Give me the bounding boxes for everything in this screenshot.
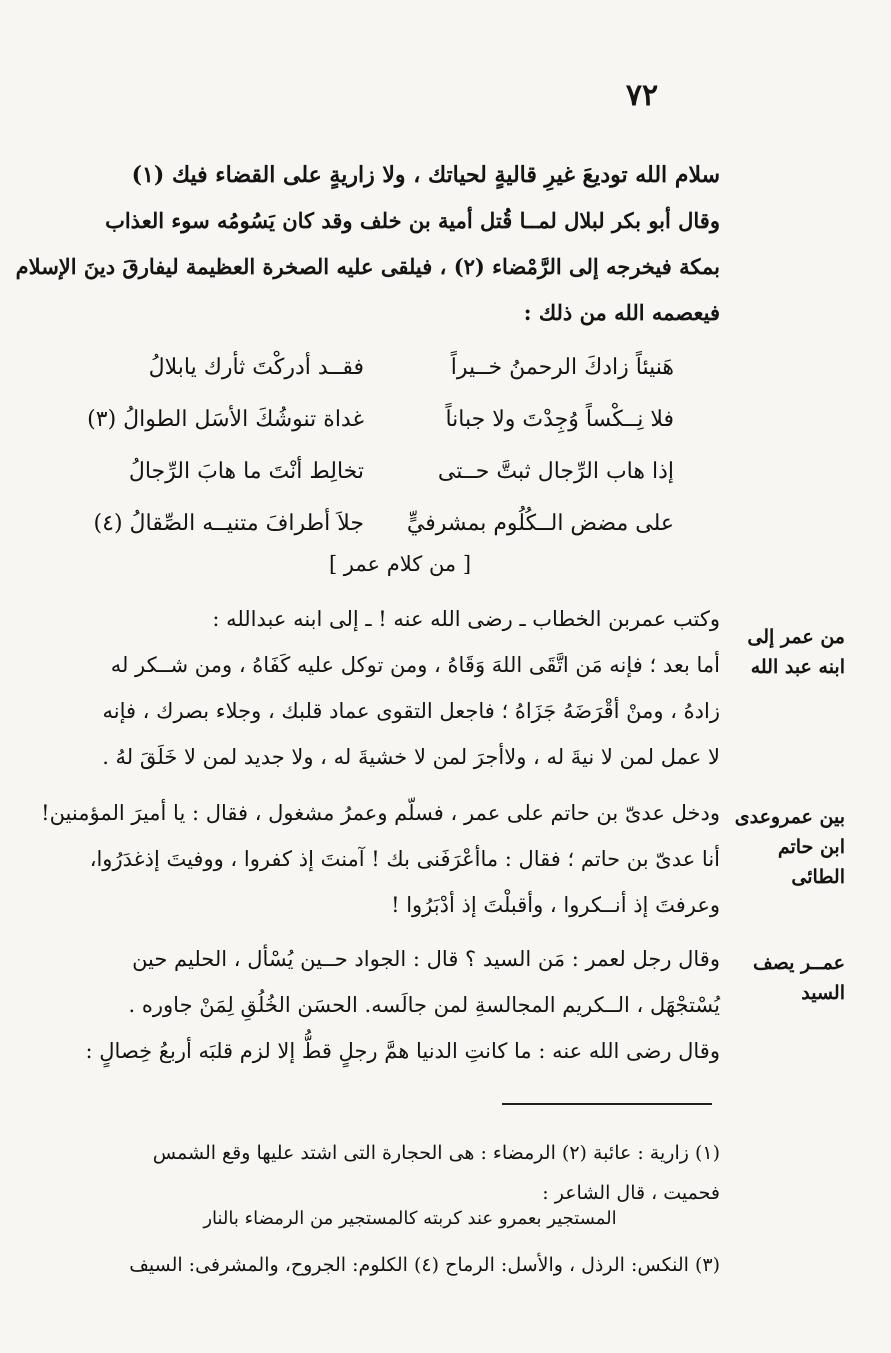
margin-note-line: ابن حاتم الطائى [777, 836, 845, 888]
text-line: أما بعد ؛ فإنه مَن اتَّقَى اللهَ وَقَاهُ ، ومن توكل عليه كَفَاهُ ، ومن شــكر له [110, 653, 720, 677]
text-line: بمكة فيخرجه إلى الرَّمْضاء (٢) ، فيلقى عليه الصخرة العظيمة ليفارقَ دينَ الإسلام [15, 254, 720, 279]
verse-first-hemistich: فلا نِــكْساً وُجِدْتَ ولا جباناً [445, 407, 674, 432]
margin-note-line: ابنه عبد الله [750, 656, 845, 678]
verse-first-hemistich: على مضض الــكُلُوم بمشرفيٍّ [406, 511, 674, 536]
text-line: وقال أبو بكر لبلال لمــا قُتل أمية بن خلف وقد كان يَسُومُه سوء العذاب [105, 208, 720, 233]
verse-second-hemistich: غداة تنوشُكَ الأسَل الطوالُ (٣) [87, 407, 364, 432]
footnote-verse: المستجير بعمرو عند كربته كالمستجير من الرمضاء بالنار [203, 1208, 617, 1229]
verse-second-hemistich: فقــد أدركْتَ ثأرك يابلالُ [148, 355, 364, 380]
text-line: وعرفتَ إذ أنــكروا ، وأقبلْتَ إذ أدْبَرُوا ! [391, 893, 720, 917]
verse-second-hemistich: تخالِط أنْتَ ما هابَ الرِّجالُ [128, 459, 364, 484]
margin-note-umar-describes-master [720, 948, 845, 1008]
verse-row [64, 394, 674, 446]
text-line: يُسْتجْهَل ، الــكريم المجالسةِ لمن جالَسه. الحسَن الخُلُقِ لِمَنْ جاوره . [128, 993, 720, 1017]
footnotes-continued [62, 1245, 720, 1285]
footnote-divider [502, 1103, 712, 1105]
margin-note-line: بين عمروعدى [734, 806, 845, 828]
verse-row [64, 446, 674, 498]
section-umar-letter [62, 596, 720, 780]
section-adi-visit [41, 790, 720, 928]
text-line: أنا عدىّ بن حاتم ؛ فقال : ماأعْرَفَنى بك ! آمنتَ إذ كفروا ، ووفيتَ إذغدَرُوا، [89, 847, 720, 871]
paragraph-abu-bakr [15, 198, 720, 336]
verse-first-hemistich: هَنيئاً زادكَ الرحمنُ خــيراً [450, 355, 674, 380]
verse-row [64, 498, 674, 550]
footnote-line: (٣) النكس: الرذل ، والأسل: الرماح (٤) الكلوم: الجروح، والمشرفى: السيف [129, 1254, 720, 1276]
margin-note-line: من عمر إلى [747, 626, 845, 648]
section-title: [ من كلام عمر ] [328, 552, 472, 576]
text-line: وقال رضى الله عنه : ما كانتِ الدنيا همَّ رجلٍ قطُّ إلا لزم قلبَه أربعُ خِصالٍ : [85, 1039, 720, 1063]
verse-second-hemistich: جلاَ أطرافَ متنيــه الصِّقالُ (٤) [93, 511, 364, 536]
verse-first-hemistich: إذا هاب الرِّجال ثبتَّ حــتى [437, 459, 674, 484]
page-number: ٧٢ [625, 78, 659, 113]
verse-row [64, 342, 674, 394]
text-line: سلام الله توديعَ غيرِ قاليةٍ لحياتك ، ولا زاريةٍ على القضاء فيك (١) [131, 162, 720, 188]
footnote-line: فحميت ، قال الشاعر : [542, 1182, 720, 1204]
text-line: وكتب عمربن الخطاب ـ رضى الله عنه ! ـ إلى ابنه عبدالله : [212, 607, 720, 631]
footnotes [62, 1133, 720, 1213]
text-line: فيعصمه الله من ذلك : [523, 300, 720, 325]
margin-note-line: السيد [801, 982, 845, 1004]
footnote-line: (١) زارية : عائبة (٢) الرمضاء : هى الحجارة التى اشتد عليها وقع الشمس [152, 1142, 720, 1164]
section-master-description [62, 936, 720, 1074]
text-line: وقال رجل لعمر : مَن السيد ؟ قال : الجواد حــين يُسْأل ، الحليم حين [132, 947, 720, 971]
margin-note-line: عمــر يصف [753, 952, 845, 974]
margin-note-umar-to-son [720, 622, 845, 682]
text-line: لا عمل لمن لا نيةَ له ، ولاأجرَ لمن لا خشيةَ له ، ولا جديد لمن لا خَلَقَ لهُ . [102, 745, 720, 769]
text-line: ودخل عدىّ بن حاتم على عمر ، فسلّم وعمرُ مشغول ، فقال : يا أميرَ المؤمنين! [41, 801, 720, 825]
margin-note-umar-and-adi [720, 802, 845, 892]
poem [64, 342, 674, 550]
text-line: زادهُ ، ومنْ أقْرَضَهُ جَزَاهُ ؛ فاجعل التقوى عماد قلبك ، وجلاء بصرك ، فإنه [102, 699, 720, 723]
intro-line [62, 152, 720, 198]
